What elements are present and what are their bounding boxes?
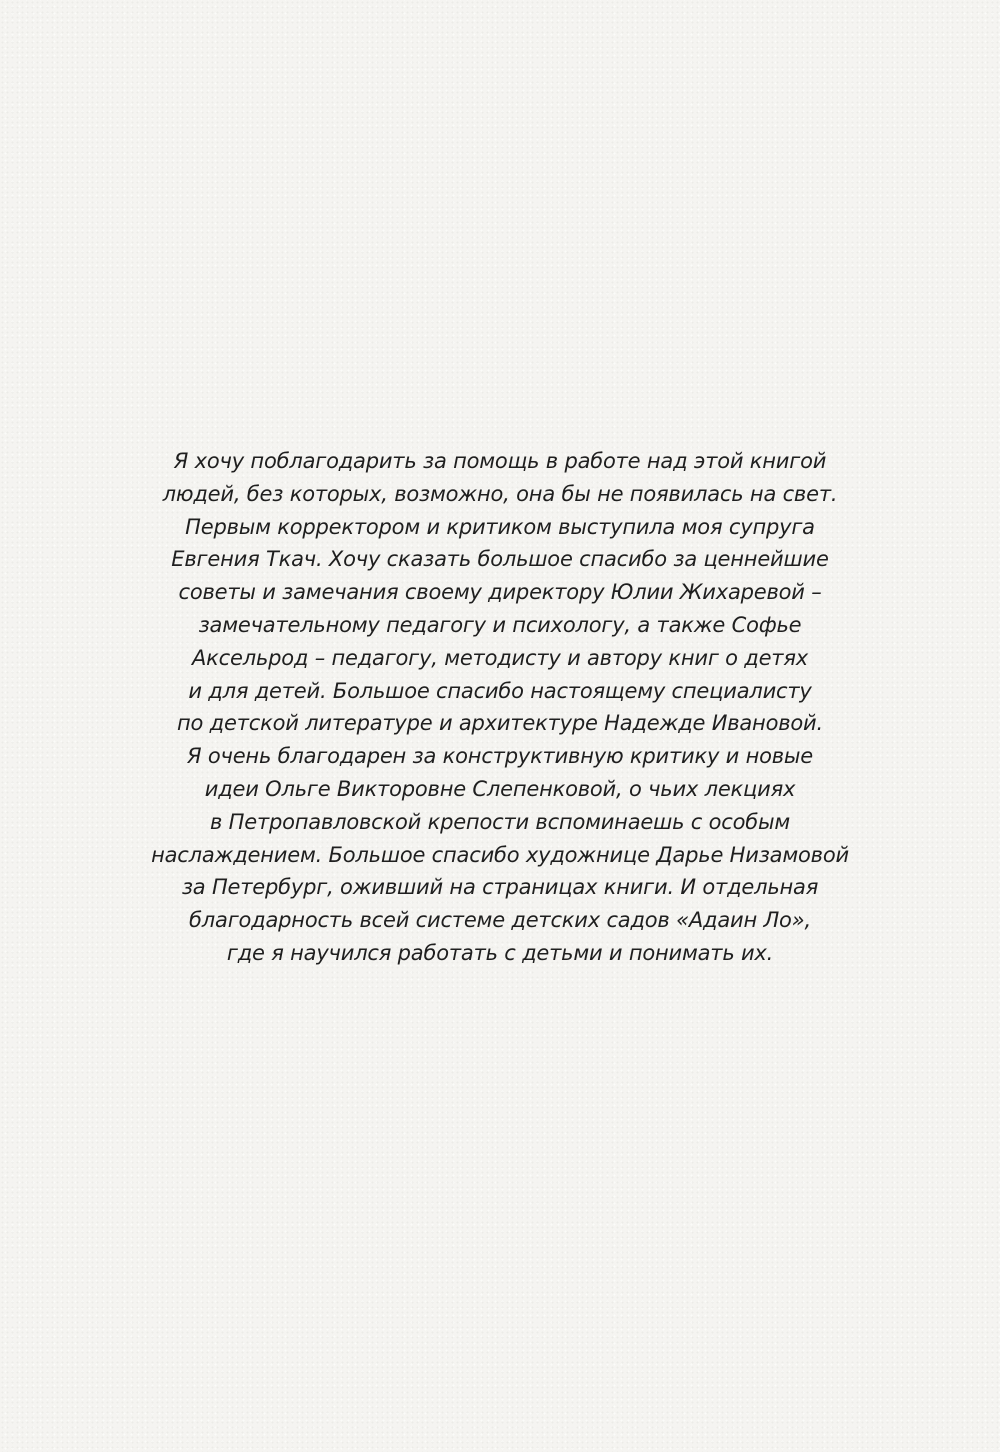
acknowledgement-line: Первым корректором и критиком выступила моя супруга: [185, 514, 815, 539]
acknowledgement-line: Я очень благодарен за конструктивную критику и новые: [186, 744, 814, 769]
acknowledgement-line: Аксельрод – педагогу, методисту и автору книг о детях: [192, 645, 808, 670]
acknowledgement-line: Я хочу поблагодарить за помощь в работе над этой книгой: [173, 449, 827, 473]
acknowledgement-line: по детской литературе и архитектуре Надежде Ивановой.: [177, 711, 823, 736]
acknowledgement-line: идеи Ольге Викторовне Слепенковой, о чьих лекциях: [204, 776, 796, 801]
acknowledgement-line: где я научился работать с детьми и понимать их.: [226, 940, 774, 965]
acknowledgement-line: людей, без которых, возможно, она бы не появилась на свет.: [162, 481, 838, 506]
acknowledgement-line: благодарность всей системе детских садов «Адаин Ло»,: [189, 908, 811, 933]
acknowledgement-line: Евгения Ткач. Хочу сказать большое спасибо за ценнейшие: [171, 547, 829, 572]
acknowledgement-line: за Петербург, оживший на страницах книги. И отдельная: [181, 875, 819, 900]
acknowledgement-line: наслаждением. Большое спасибо художнице Дарье Низамовой: [151, 842, 849, 867]
acknowledgement-line: замечательному педагогу и психологу, а также Софье: [198, 612, 802, 637]
acknowledgement-paragraph: [150, 445, 850, 970]
acknowledgement-line: в Петропавловской крепости вспоминаешь с особым: [209, 809, 791, 834]
acknowledgement-line: советы и замечания своему директору Юлии Жихаревой –: [178, 580, 822, 605]
acknowledgement-line: и для детей. Большое спасибо настоящему специалисту: [188, 678, 812, 703]
